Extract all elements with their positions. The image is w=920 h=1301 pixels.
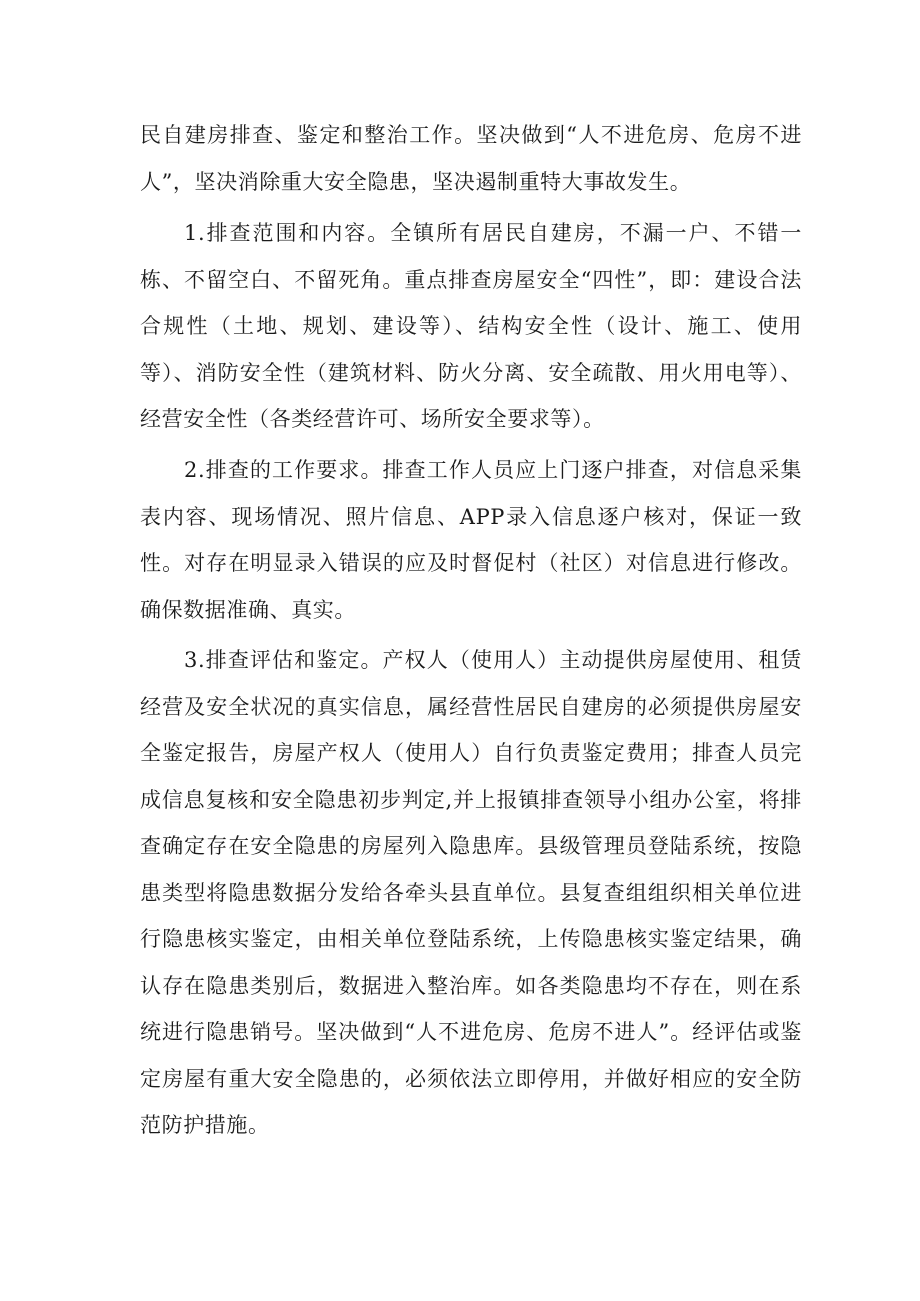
paragraph-assessment-and-appraisal: 3.排查评估和鉴定。产权人（使用人）主动提供房屋使用、租赁经营及安全状况的真实信息，属经营性居民自建房的必须提供房屋安全鉴定报告，房屋产权人（使用人）自行负责鉴定费用；排查人员完成信息复核和安全隐患初步判定,并上报镇排查领导小组办公室，将排查确定存在安全隐患的房屋列入隐患库。县级管理员登陆系统，按隐患类型将隐患数据分发给各牵头县直单位。县复查组组织相关单位进行隐患核实鉴定，由相关单位登陆系统，上传隐患核实鉴定结果，确认存在隐患类别后，数据进入整治库。如各类隐患均不存在，则在系统进行隐患销号。坚决做到“人不进危房、危房不进人”。经评估或鉴定房屋有重大安全隐患的，必须依法立即停用，并做好相应的安全防范防护措施。	[140, 648, 802, 1137]
paragraph-work-requirements: 2.排查的工作要求。排查工作人员应上门逐户排查，对信息采集表内容、现场情况、照片信息、APP录入信息逐户核对，保证一致性。对存在明显录入错误的应及时督促村（社区）对信息进行修改。确保数据准确、真实。	[140, 458, 802, 622]
paragraph-continuation: 民自建房排查、鉴定和整治工作。坚决做到“人不进危房、危房不进人”，坚决消除重大安全隐患，坚决遏制重特大事故发生。	[140, 123, 802, 194]
paragraph-scope-and-content: 1.排查范围和内容。全镇所有居民自建房，不漏一户、不错一栋、不留空白、不留死角。重点排查房屋安全“四性”，即：建设合法合规性（土地、规划、建设等）、结构安全性（设计、施工、使用等）、消防安全性（建筑材料、防火分离、安全疏散、用火用电等）、经营安全性（各类经营许可、场所安全要求等）。	[140, 221, 802, 431]
